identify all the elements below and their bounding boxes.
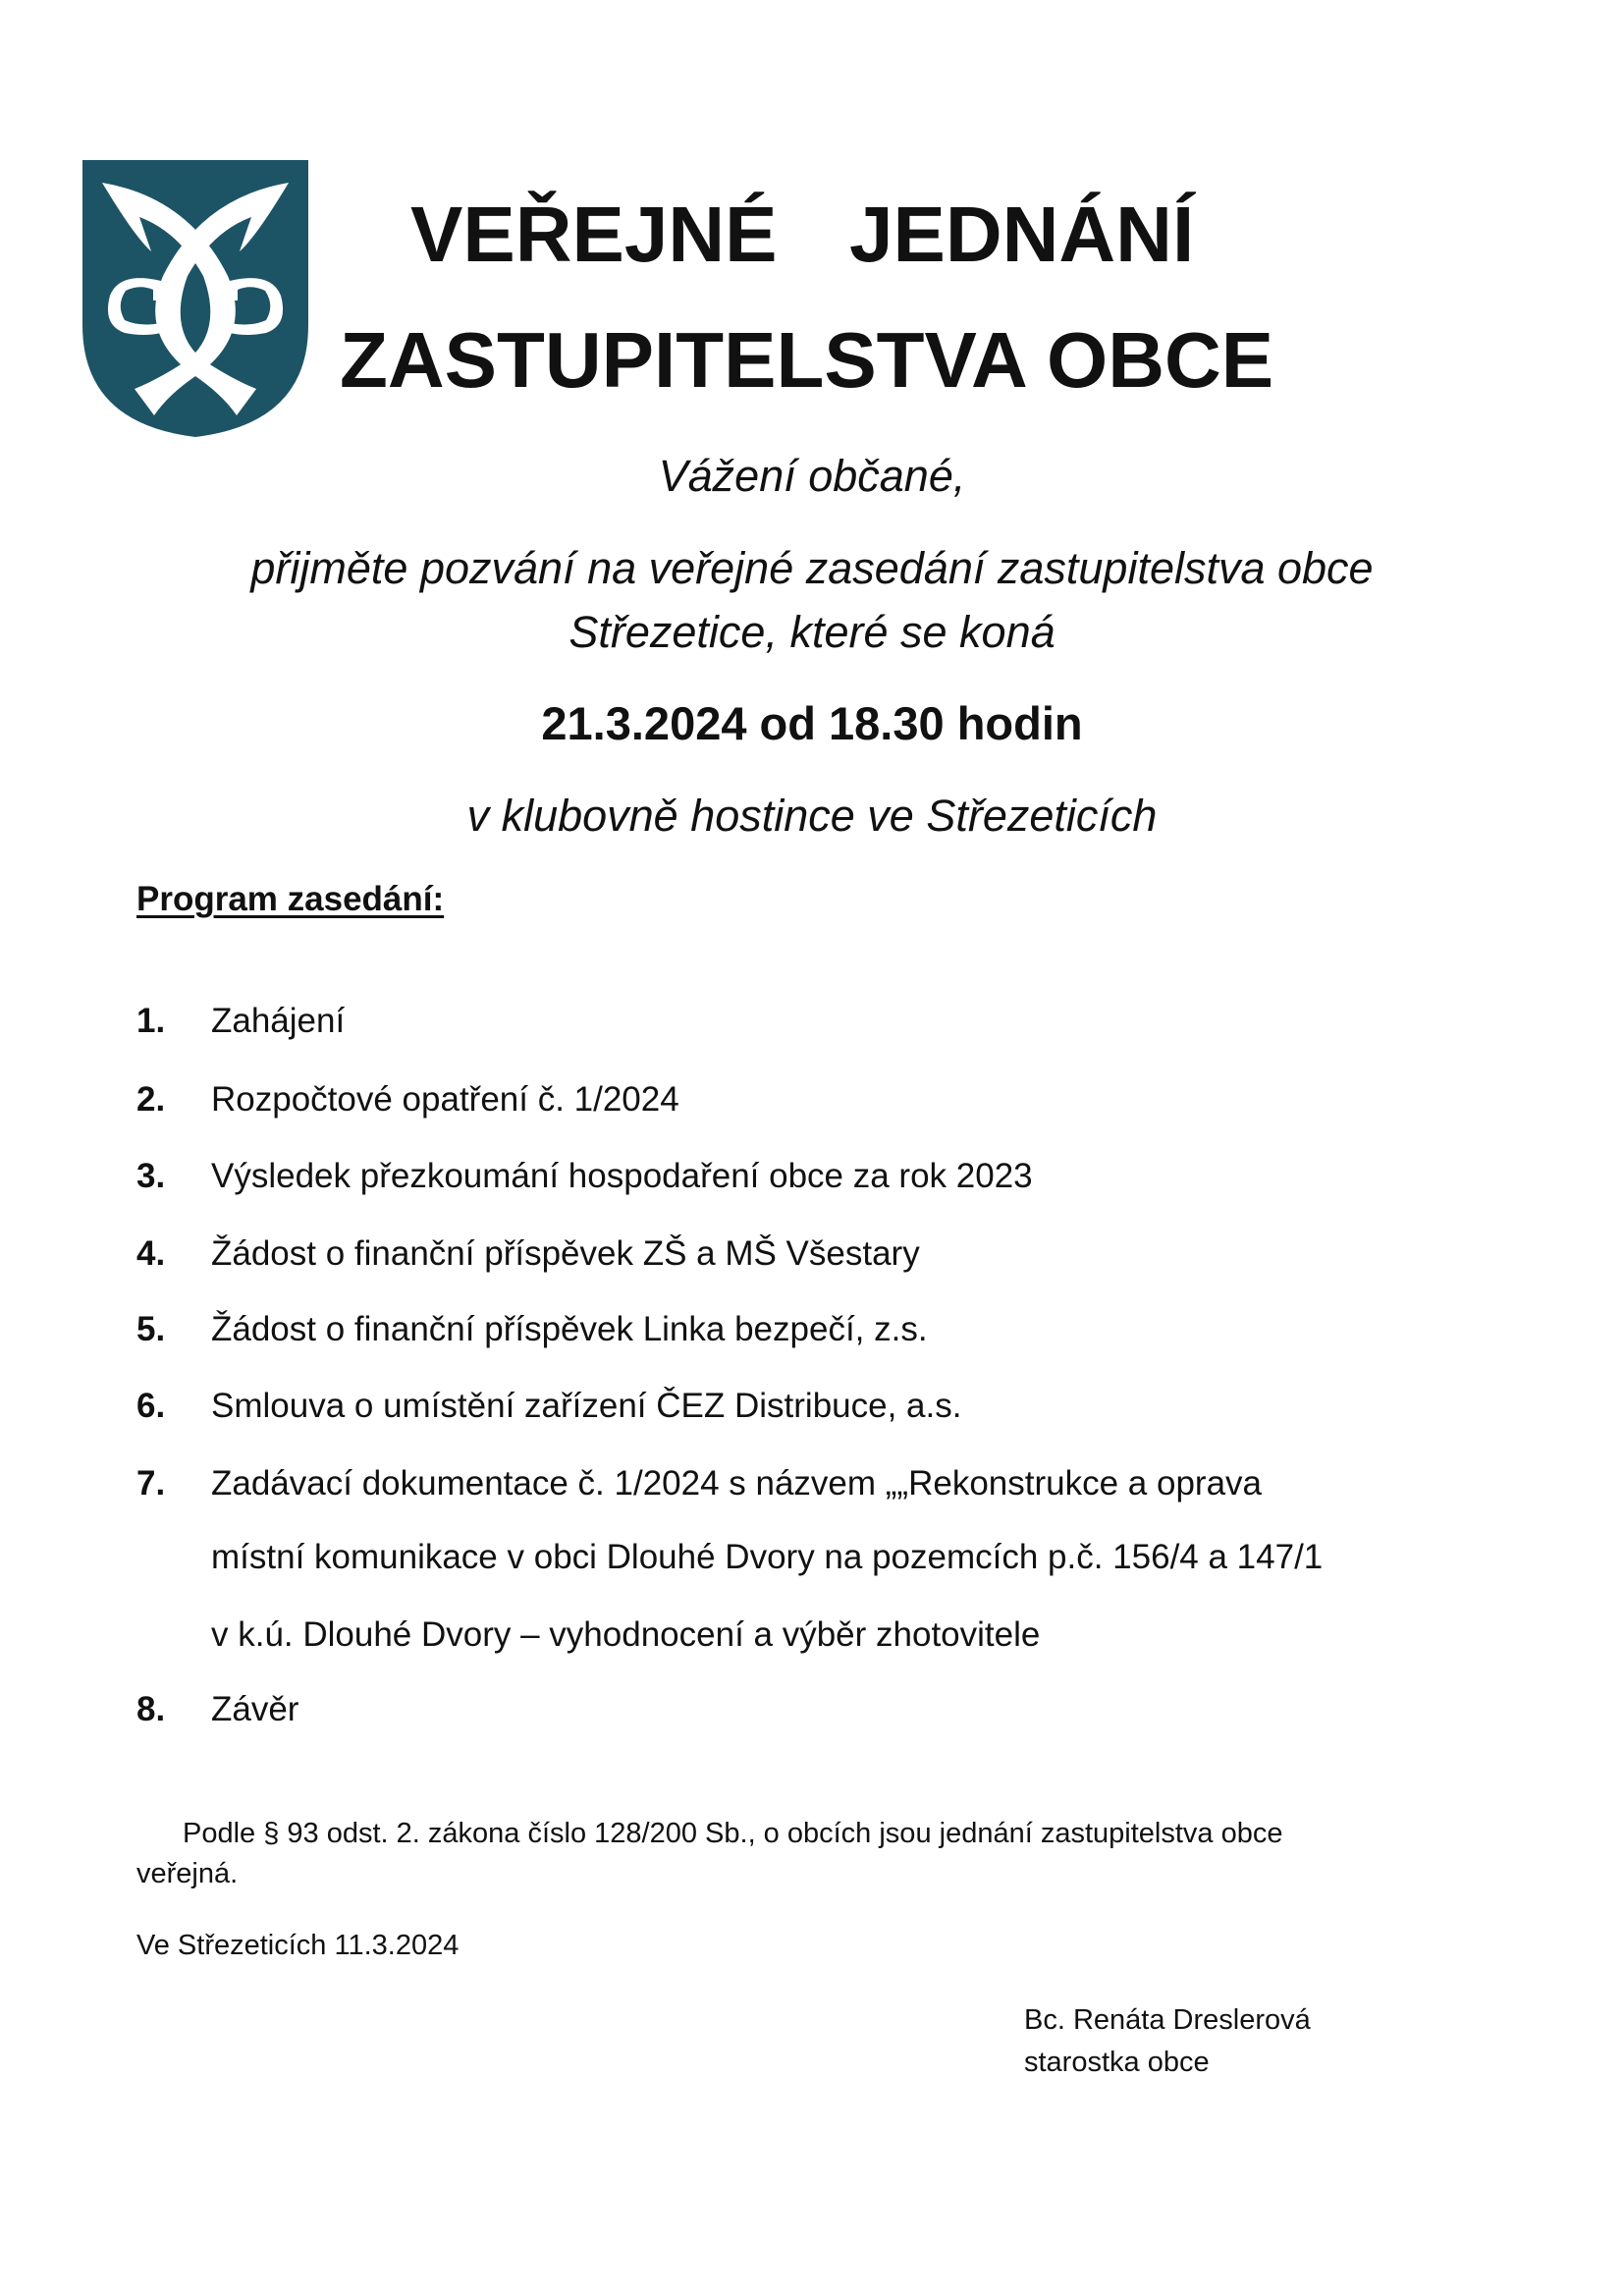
program-item-number: 8.	[136, 1690, 166, 1728]
signatory-name: Bc. Renáta Dreslerová	[1024, 2004, 1311, 2036]
program-item: Zahájení	[211, 1002, 346, 1040]
legal-note-line2: veřejná.	[136, 1858, 239, 1889]
program-item-number: 1.	[136, 1002, 166, 1040]
place-and-date: Ve Střezeticích 11.3.2024	[136, 1930, 460, 1961]
program-heading: Program zasedání:	[136, 880, 445, 918]
program-item-number: 3.	[136, 1157, 166, 1195]
program-item: Rozpočtové opatření č. 1/2024	[211, 1080, 679, 1119]
signatory-role: starostka obce	[1024, 2047, 1210, 2078]
program-item: Žádost o finanční příspěvek Linka bezpečí, z.s.	[211, 1310, 928, 1348]
program-item-continuation: v k.ú. Dlouhé Dvory – vyhodnocení a výběr zhotovitele	[211, 1615, 1041, 1654]
title-word-verejne: VEŘEJNÉ	[410, 191, 778, 278]
program-item: Závěr	[211, 1690, 299, 1728]
invitation-line1: přijměte pozvání na veřejné zasedání zastupitelstva obce	[250, 543, 1374, 593]
program-item: Výsledek přezkoumání hospodaření obce za rok 2023	[211, 1157, 1033, 1195]
program-item: Smlouva o umístění zařízení ČEZ Distribuce, a.s.	[211, 1387, 962, 1425]
legal-note-line1: Podle § 93 odst. 2. zákona číslo 128/200 Sb., o obcích jsou jednání zastupitelstva obce	[183, 1818, 1283, 1849]
greeting: Vážení občané,	[658, 451, 966, 501]
meeting-venue: v klubovně hostince ve Střezeticích	[466, 791, 1158, 841]
meeting-date-time: 21.3.2024 od 18.30 hodin	[541, 697, 1083, 749]
program-item-number: 5.	[136, 1310, 166, 1348]
program-item-continuation: místní komunikace v obci Dlouhé Dvory na pozemcích p.č. 156/4 a 147/1	[211, 1538, 1324, 1576]
title-word-jednani: JEDNÁNÍ	[849, 191, 1195, 278]
title-line2: ZASTUPITELSTVA OBCE	[340, 316, 1274, 404]
program-item-number: 4.	[136, 1234, 166, 1273]
invitation-line2: Střezetice, které se koná	[568, 607, 1056, 657]
program-item-number: 2.	[136, 1080, 166, 1119]
program-item-number: 7.	[136, 1464, 166, 1503]
program-item-number: 6.	[136, 1387, 166, 1425]
program-item: Zadávací dokumentace č. 1/2024 s názvem „„Rekonstrukce a oprava	[211, 1464, 1262, 1503]
coat-of-arms-logo	[81, 158, 310, 439]
program-item: Žádost o finanční příspěvek ZŠ a MŠ Všestary	[211, 1234, 920, 1273]
